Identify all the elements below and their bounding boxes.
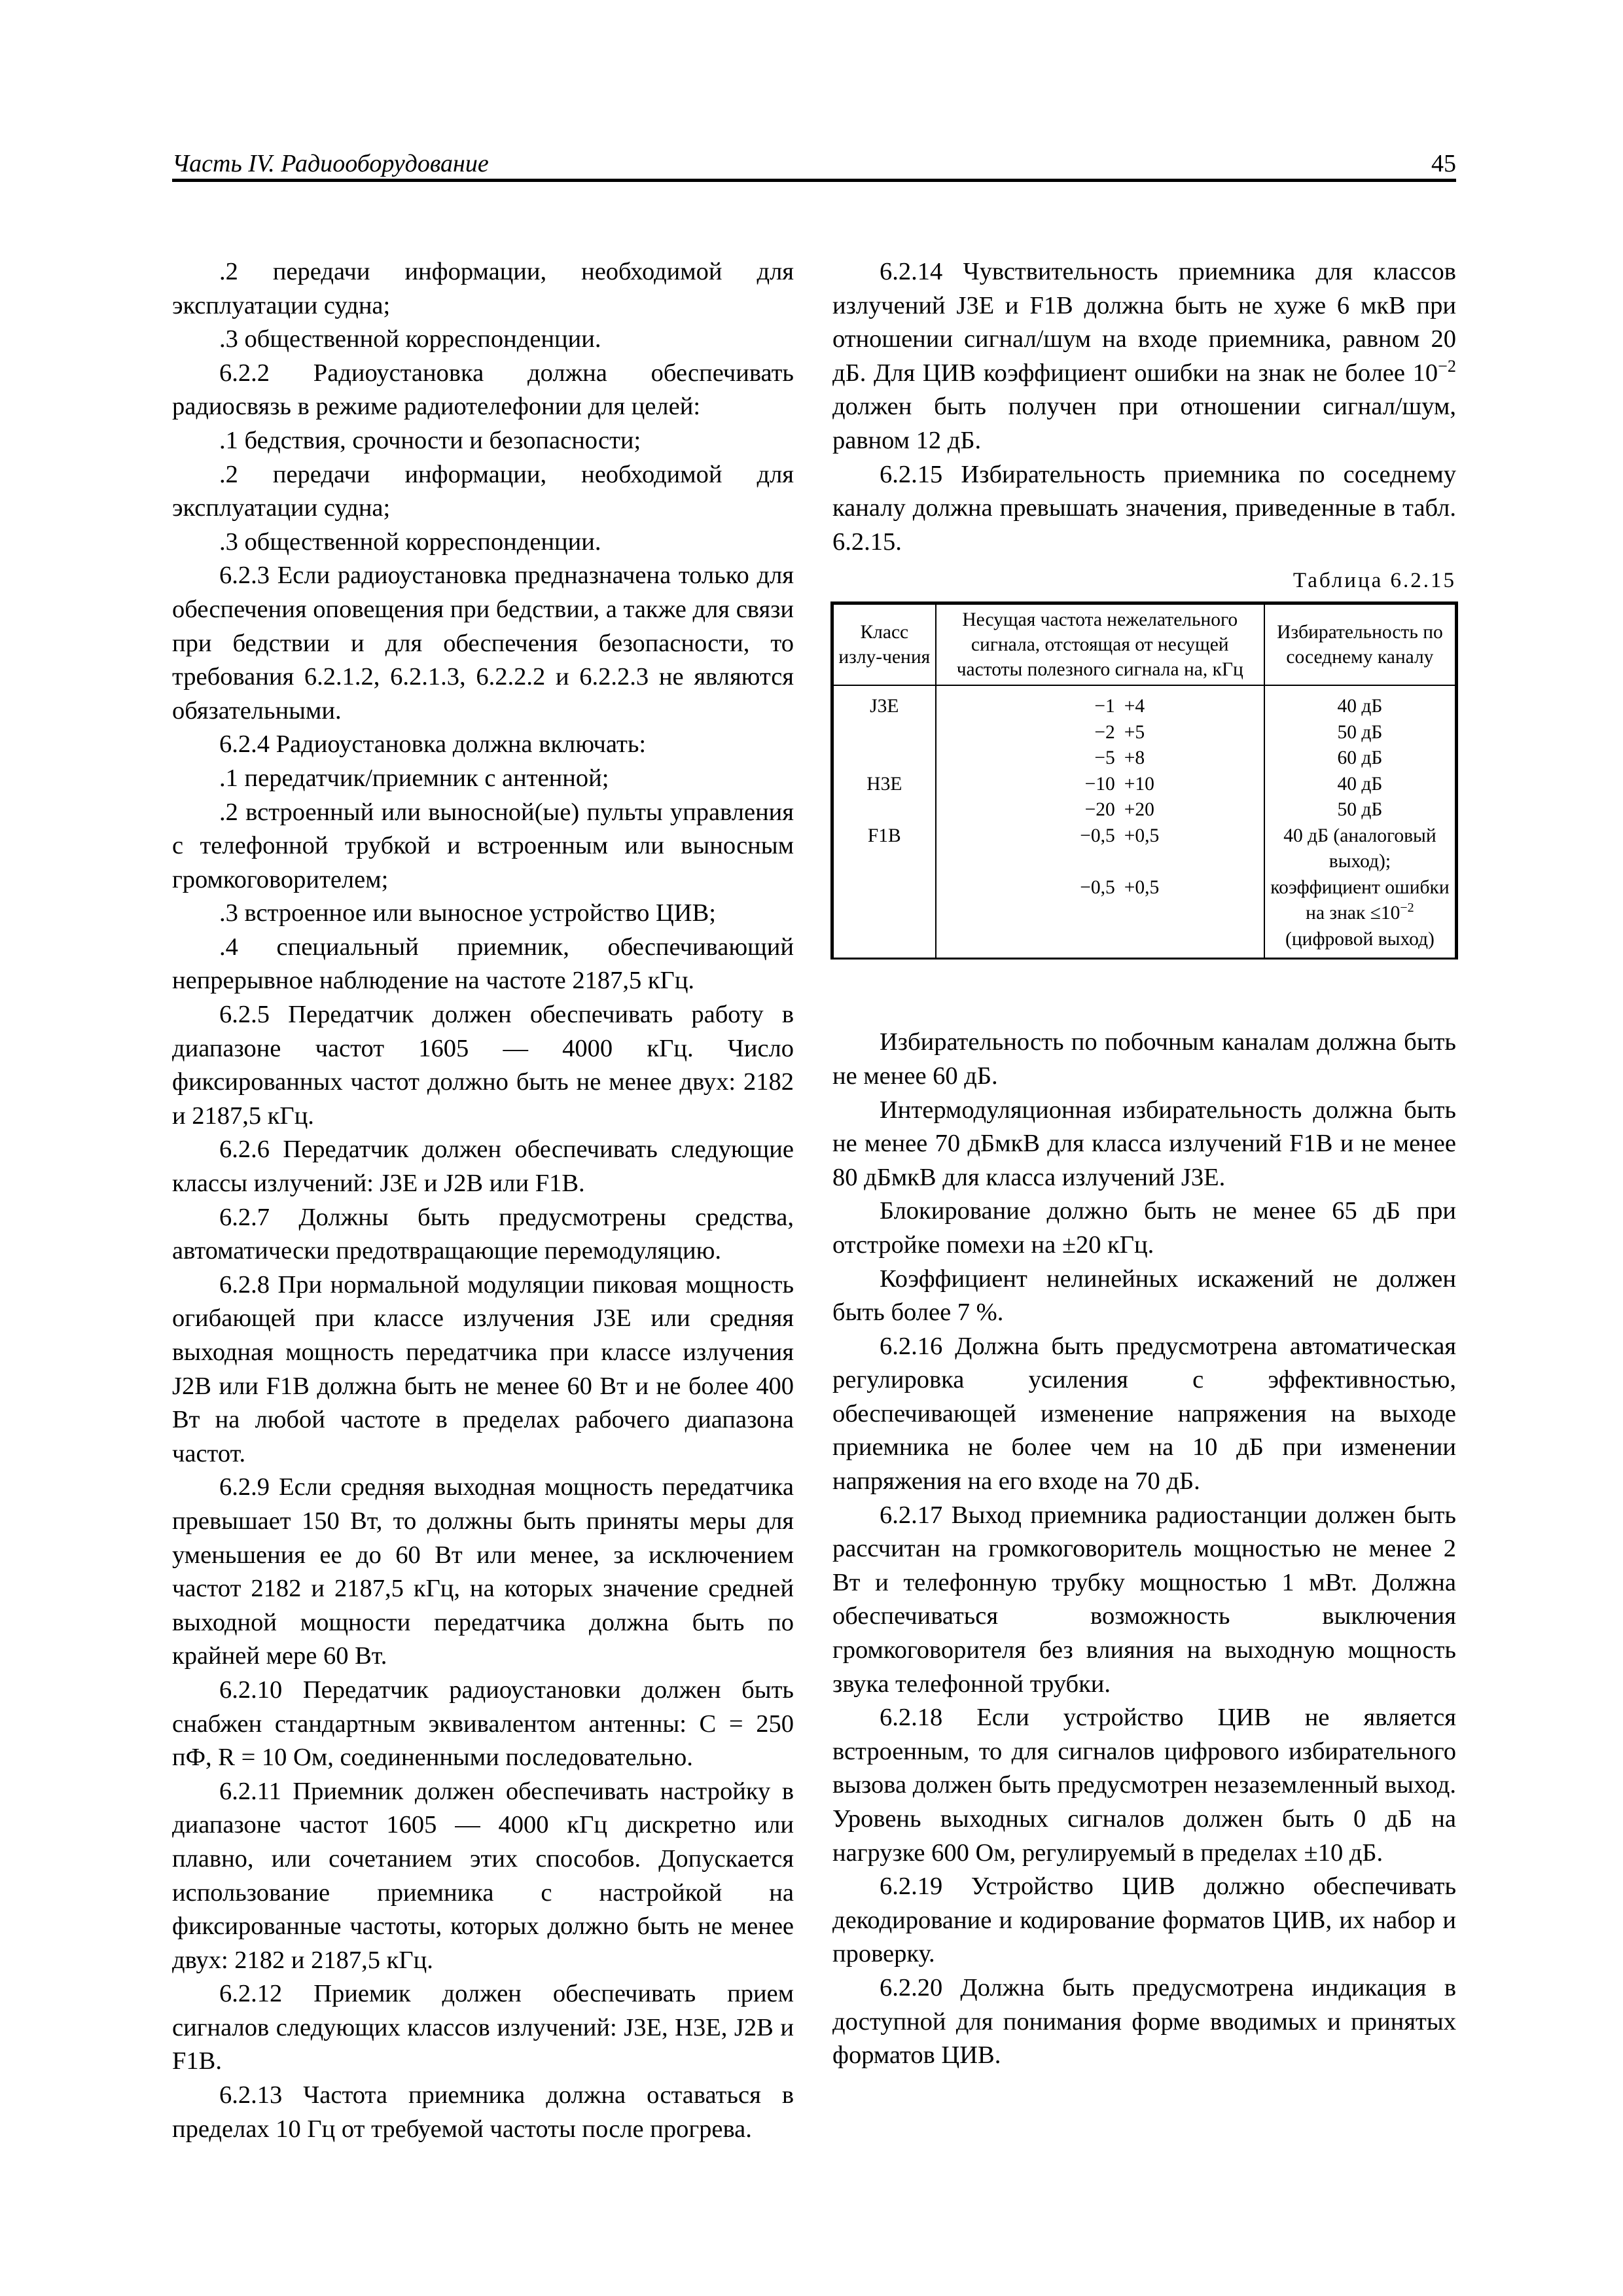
offset-negative: −20 (1084, 799, 1115, 821)
paragraph (832, 255, 1456, 458)
table-row (833, 823, 1455, 875)
offset-negative: −1 (1094, 696, 1115, 717)
paragraph: Интермодуляционная избирательность должна быть не менее 70 дБмкВ для класса излучений F1B и не менее 80 дБмкВ для класса излучений J3E. (832, 1096, 1456, 1191)
paragraph: 6.2.8 При нормальной модуляции пиковая мощность огибающей при классе излучения J3E или средняя выходная мощность передатчика при классе излучения J2B или F1B должна быть не менее 60 Вт и не более 400 Вт на любой частоте в пределах рабочего диапазона частот. (172, 1270, 794, 1467)
offset-positive: +20 (1124, 799, 1154, 821)
paragraph: 6.2.15 Избирательность приемника по соседнему каналу должна превышать значения, приведенные в табл. 6.2.15. (832, 460, 1456, 556)
paragraph: .2 передачи информации, необходимой для эксплуатации судна; (172, 258, 794, 319)
page-number: 45 (1431, 150, 1456, 177)
table-header-cell: Несущая частота нежелательного сигнала, отстоящая от несущей частоты полезного сигнала на, кГц (936, 604, 1264, 685)
paragraph: 6.2.13 Частота приемника должна оставаться в пределах 10 Гц от требуемой частоты после прогрева. (172, 2081, 794, 2143)
paragraph: Избирательность по побочным каналам должна быть не менее 60 дБ. (832, 1028, 1456, 1090)
selectivity-text: коэффициент ошибки на знак ≤10 (1270, 876, 1450, 924)
paragraph: 6.2.16 Должна быть предусмотрена автоматическая регулировка усиления с эффективностью, обеспечивающей изменение напряжения на выходе приемника не более чем на 10 дБ при изменении напряжения на его входе на 70 дБ. (832, 1332, 1456, 1496)
offset-negative: −0,5 (1080, 876, 1115, 898)
offset-positive: +0,5 (1124, 876, 1160, 898)
table-row (833, 720, 1455, 746)
table-caption: Таблица 6.2.15 (1293, 569, 1456, 593)
header-rule (172, 179, 1456, 182)
table-header-cell: Класс излу-чения (833, 604, 936, 685)
offset-positive: +5 (1124, 721, 1145, 743)
table-header-row (833, 604, 1455, 685)
table-cell (936, 720, 1264, 746)
table-cell: F1B (833, 823, 936, 875)
paragraph: .2 встроенный или выносной(ые) пульты управления с телефонной трубкой и встроенным или выносным громкоговорителем; (172, 798, 794, 893)
offset-negative: −0,5 (1080, 825, 1115, 846)
left-column (172, 255, 794, 2146)
table-cell (1264, 875, 1455, 958)
paragraph: .1 передатчик/приемник с антенной; (219, 764, 609, 792)
selectivity-text: (цифровой выход) (1285, 928, 1435, 950)
paragraph: .3 встроенное или выносное устройство ЦИВ; (219, 899, 716, 927)
table-cell (936, 797, 1264, 823)
text-run: 6.2.14 Чувствительность приемника для классов излучений J3E и F1B должна быть не хуже 6 мкВ при отношении сигнал/шум на входе приемника, равном 20 дБ. Для ЦИВ коэффициент ошибки на знак не более 10 (832, 258, 1456, 387)
header-title: Часть IV. Радиооборудование (172, 150, 489, 177)
superscript: −2 (1400, 901, 1414, 916)
paragraph: 6.2.11 Приемник должен обеспечивать настройку в диапазоне частот 1605 — 4000 кГц дискретно или плавно, или сочетанием этих способов. Допускается использование приемника с настройкой на фиксированные частоты, которых должно быть не менее двух: 2182 и 2187,5 кГц. (172, 1777, 794, 1974)
table-cell (833, 745, 936, 772)
table-cell (833, 720, 936, 746)
table-row (833, 875, 1455, 958)
paragraph: .2 передачи информации, необходимой для эксплуатации судна; (172, 460, 794, 522)
offset-positive: +0,5 (1124, 825, 1160, 846)
table-cell (936, 745, 1264, 772)
paragraph: 6.2.5 Передатчик должен обеспечивать работу в диапазоне частот 1605 — 4000 кГц. Число фиксированных частот должно быть не менее двух: 2182 и 2187,5 кГц. (172, 1001, 794, 1130)
offset-negative: −2 (1094, 721, 1115, 743)
table-row (833, 772, 1455, 798)
table-cell (833, 797, 936, 823)
running-header (172, 149, 1456, 178)
paragraph: Блокирование должно быть не менее 65 дБ при отстройке помехи на ±20 кГц. (832, 1197, 1456, 1259)
table-cell: 40 дБ (1264, 772, 1455, 798)
paragraph: 6.2.2 Радиоустановка должна обеспечивать радиосвязь в режиме радиотелефонии для целей: (172, 359, 794, 421)
table-cell (936, 875, 1264, 958)
table-row (833, 745, 1455, 772)
paragraph: 6.2.3 Если радиоустановка предназначена только для обеспечения оповещения при бедствии, а также для связи при бедствии и для обеспечения безопасности, то требования 6.2.1.2, 6.2.1.3, 6.2.2.2 и 6.2.2.3 не являются обязательными. (172, 562, 794, 725)
table-cell (936, 823, 1264, 875)
table-cell (936, 772, 1264, 798)
offset-positive: +8 (1124, 747, 1145, 769)
table-cell: 40 дБ (аналоговый выход); (1264, 823, 1455, 875)
superscript: −2 (1438, 356, 1456, 376)
paragraph: 6.2.17 Выход приемника радиостанции должен быть рассчитан на громкоговоритель мощностью не менее 2 Вт и телефонную трубку мощностью 1 мВт. Должна обеспечиваться возможность выключения громкоговорителя без влияния на выходную мощность звука телефонной трубки. (832, 1501, 1456, 1698)
offset-positive: +4 (1124, 696, 1145, 717)
table-cell (833, 875, 936, 958)
table-row (833, 797, 1455, 823)
table-cell: 50 дБ (1264, 720, 1455, 746)
table-header-cell: Избирательность по соседнему каналу (1264, 604, 1455, 685)
paragraph: .1 бедствия, срочности и безопасности; (219, 426, 641, 454)
table-cell: 50 дБ (1264, 797, 1455, 823)
paragraph: 6.2.10 Передатчик радиоустановки должен быть снабжен стандартным эквивалентом антенны: C = 250 пФ, R = 10 Ом, соединенными последовательно. (172, 1676, 794, 1772)
table-cell: J3E (833, 685, 936, 720)
offset-negative: −10 (1084, 773, 1115, 795)
paragraph: .4 специальный приемник, обеспечивающий непрерывное наблюдение на частоте 2187,5 кГц. (172, 933, 794, 995)
paragraph: .3 общественной корреспонденции. (219, 325, 601, 353)
paragraph: 6.2.7 Должны быть предусмотрены средства, автоматически предотвращающие перемодуляцию. (172, 1203, 794, 1265)
offset-positive: +10 (1124, 773, 1154, 795)
offset-negative: −5 (1094, 747, 1115, 769)
paragraph: 6.2.9 Если средняя выходная мощность передатчика превышает 150 Вт, то должны быть приняты меры для уменьшения ее до 60 Вт или менее, за исключением частот 2182 и 2187,5 кГц, на которых значение средней выходной мощности передатчика должна быть по крайней мере 60 Вт. (172, 1473, 794, 1670)
paragraph: 6.2.20 Должна быть предусмотрена индикация в доступной для понимания форме вводимых и принятых форматов ЦИВ. (832, 1973, 1456, 2070)
text-run: должен быть получен при отношении сигнал/шум, равном 12 дБ. (832, 393, 1456, 454)
right-column (832, 255, 1456, 2073)
paragraph: Коэффициент нелинейных искажений не должен быть более 7 %. (832, 1265, 1456, 1327)
table-row (833, 685, 1455, 720)
paragraph: 6.2.18 Если устройство ЦИВ не является встроенным, то для сигналов цифрового избирательного вызова должен быть предусмотрен незаземленный выход. Уровень выходных сигналов должен быть 0 дБ на нагрузке 600 Ом, регулируемый в пределах ±10 дБ. (832, 1704, 1456, 1867)
paragraph: .3 общественной корреспонденции. (219, 528, 601, 556)
table-cell: 40 дБ (1264, 685, 1455, 720)
table-cell: 60 дБ (1264, 745, 1455, 772)
selectivity-table (832, 603, 1456, 958)
table-cell: H3E (833, 772, 936, 798)
paragraph: 6.2.4 Радиоустановка должна включать: (219, 730, 647, 759)
paragraph: 6.2.6 Передатчик должен обеспечивать следующие классы излучений: J3E и J2B или F1B. (172, 1136, 794, 1198)
table-cell (936, 685, 1264, 720)
paragraph: 6.2.12 Приемик должен обеспечивать прием сигналов следующих классов излучений: J3E, H3E, J2B и F1B. (172, 1980, 794, 2075)
paragraph: 6.2.19 Устройство ЦИВ должно обеспечивать декодирование и кодирование форматов ЦИВ, их набор и проверку. (832, 1873, 1456, 1968)
